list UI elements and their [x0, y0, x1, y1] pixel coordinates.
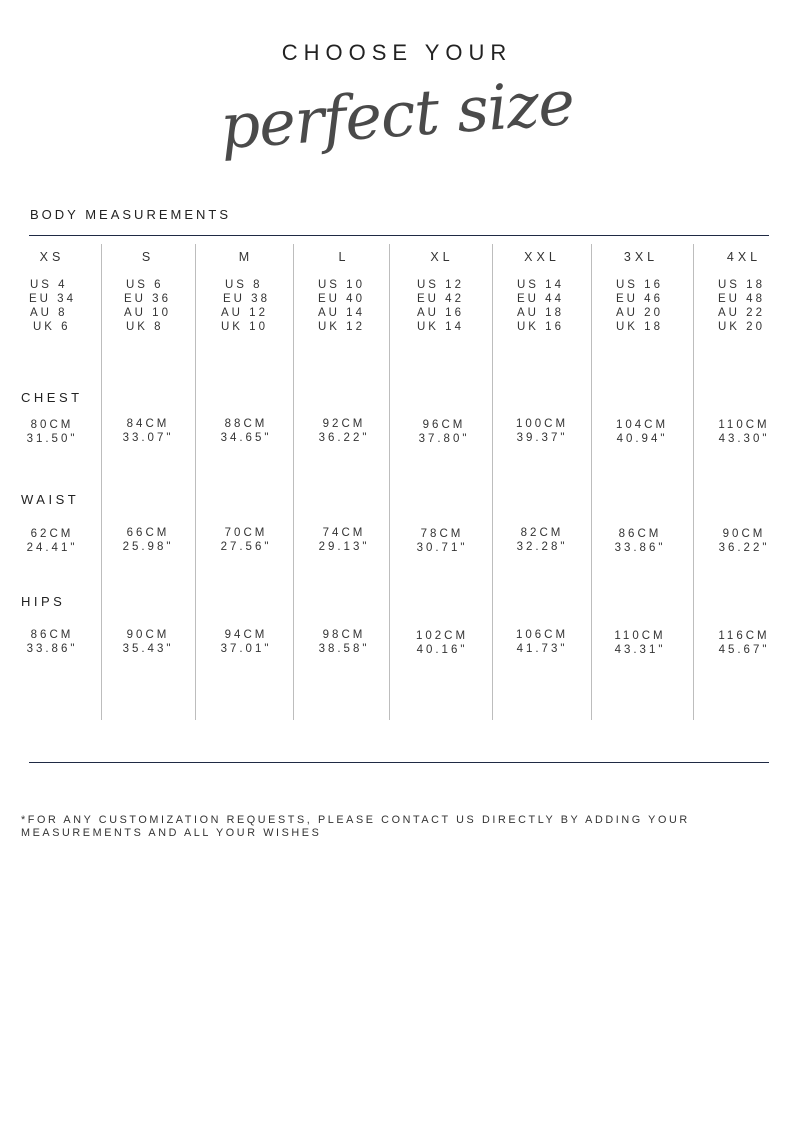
size-uk: UK 20: [718, 321, 765, 333]
size-au: AU 12: [221, 307, 268, 319]
size-us: US 6: [126, 279, 164, 291]
size-au: AU 14: [318, 307, 365, 319]
hips-cm: 116CM: [718, 630, 770, 642]
waist-in: 33.86": [614, 542, 666, 554]
size-uk: UK 18: [616, 321, 663, 333]
hips-cm: 102CM: [415, 630, 469, 642]
hips-cm: 94CM: [224, 629, 268, 641]
waist-cm: 82CM: [520, 527, 564, 539]
size-us: US 18: [718, 279, 765, 291]
waist-in: 24.41": [26, 542, 78, 554]
size-header: XXL: [524, 250, 560, 264]
chest-cm: 96CM: [422, 419, 466, 431]
size-au: AU 18: [517, 307, 564, 319]
chest-cm: 104CM: [615, 419, 669, 431]
size-uk: UK 8: [126, 321, 164, 333]
waist-cm: 86CM: [618, 528, 662, 540]
row-label-chest: CHEST: [21, 390, 83, 405]
hips-in: 38.58": [318, 643, 370, 655]
hips-cm: 98CM: [322, 629, 366, 641]
size-us: US 16: [616, 279, 663, 291]
size-au: AU 22: [718, 307, 765, 319]
chest-in: 43.30": [718, 433, 770, 445]
hips-in: 45.67": [718, 644, 770, 656]
hips-in: 33.86": [26, 643, 78, 655]
size-header: XS: [39, 250, 65, 264]
top-rule: [29, 235, 769, 236]
chest-in: 33.07": [122, 432, 174, 444]
hips-in: 41.73": [516, 643, 568, 655]
chest-in: 40.94": [616, 433, 668, 445]
size-eu: EU 44: [517, 293, 564, 305]
size-us: US 10: [318, 279, 365, 291]
size-header: M: [238, 250, 254, 264]
hips-in: 35.43": [122, 643, 174, 655]
waist-in: 29.13": [318, 541, 370, 553]
size-eu: EU 40: [318, 293, 365, 305]
chest-cm: 80CM: [30, 419, 74, 431]
waist-in: 36.22": [718, 542, 770, 554]
size-au: AU 20: [616, 307, 663, 319]
waist-cm: 90CM: [722, 528, 766, 540]
chest-cm: 92CM: [322, 418, 366, 430]
size-eu: EU 34: [29, 293, 76, 305]
hips-cm: 90CM: [126, 629, 170, 641]
chest-in: 39.37": [516, 432, 568, 444]
size-us: US 14: [517, 279, 564, 291]
chest-cm: 110CM: [718, 419, 770, 431]
size-uk: UK 10: [221, 321, 268, 333]
size-us: US 8: [225, 279, 263, 291]
chest-cm: 100CM: [515, 418, 569, 430]
chest-cm: 84CM: [126, 418, 170, 430]
chest-in: 31.50": [26, 433, 78, 445]
chest-in: 36.22": [318, 432, 370, 444]
waist-in: 25.98": [122, 541, 174, 553]
hips-cm: 86CM: [30, 629, 74, 641]
hips-cm: 110CM: [614, 630, 666, 642]
waist-cm: 70CM: [224, 527, 268, 539]
size-eu: EU 46: [616, 293, 663, 305]
size-us: US 4: [30, 279, 68, 291]
size-uk: UK 12: [318, 321, 365, 333]
size-au: AU 8: [30, 307, 68, 319]
section-label: BODY MEASUREMENTS: [30, 207, 232, 222]
waist-in: 32.28": [516, 541, 568, 553]
size-eu: EU 36: [124, 293, 171, 305]
size-header: S: [141, 250, 155, 264]
title-choose-your: CHOOSE YOUR: [281, 40, 513, 65]
size-uk: UK 16: [517, 321, 564, 333]
size-eu: EU 38: [223, 293, 270, 305]
size-header: L: [338, 250, 350, 264]
chest-in: 34.65": [220, 432, 272, 444]
chest-cm: 88CM: [224, 418, 268, 430]
title-perfect-size: perfect size: [217, 65, 577, 164]
hips-in: 40.16": [416, 644, 468, 656]
hips-in: 43.31": [614, 644, 666, 656]
bottom-rule: [29, 762, 769, 763]
size-header: 4XL: [726, 250, 762, 264]
hips-in: 37.01": [220, 643, 272, 655]
row-label-hips: HIPS: [21, 594, 66, 609]
row-label-waist: WAIST: [21, 492, 80, 507]
waist-cm: 78CM: [420, 528, 464, 540]
size-us: US 12: [417, 279, 464, 291]
size-uk: UK 6: [33, 321, 71, 333]
size-au: AU 10: [124, 307, 171, 319]
waist-cm: 74CM: [322, 527, 366, 539]
size-header: 3XL: [623, 250, 659, 264]
chest-in: 37.80": [418, 433, 470, 445]
size-eu: EU 42: [417, 293, 464, 305]
hips-cm: 106CM: [515, 629, 569, 641]
footnote: *FOR ANY CUSTOMIZATION REQUESTS, PLEASE CONTACT US DIRECTLY BY ADDING YOUR MEASUREMENTS AND ALL YOUR WISHES: [21, 814, 690, 839]
size-header: XL: [430, 250, 454, 264]
size-uk: UK 14: [417, 321, 464, 333]
waist-cm: 66CM: [126, 527, 170, 539]
waist-cm: 62CM: [30, 528, 74, 540]
waist-in: 30.71": [416, 542, 468, 554]
waist-in: 27.56": [220, 541, 272, 553]
size-au: AU 16: [417, 307, 464, 319]
size-eu: EU 48: [718, 293, 765, 305]
